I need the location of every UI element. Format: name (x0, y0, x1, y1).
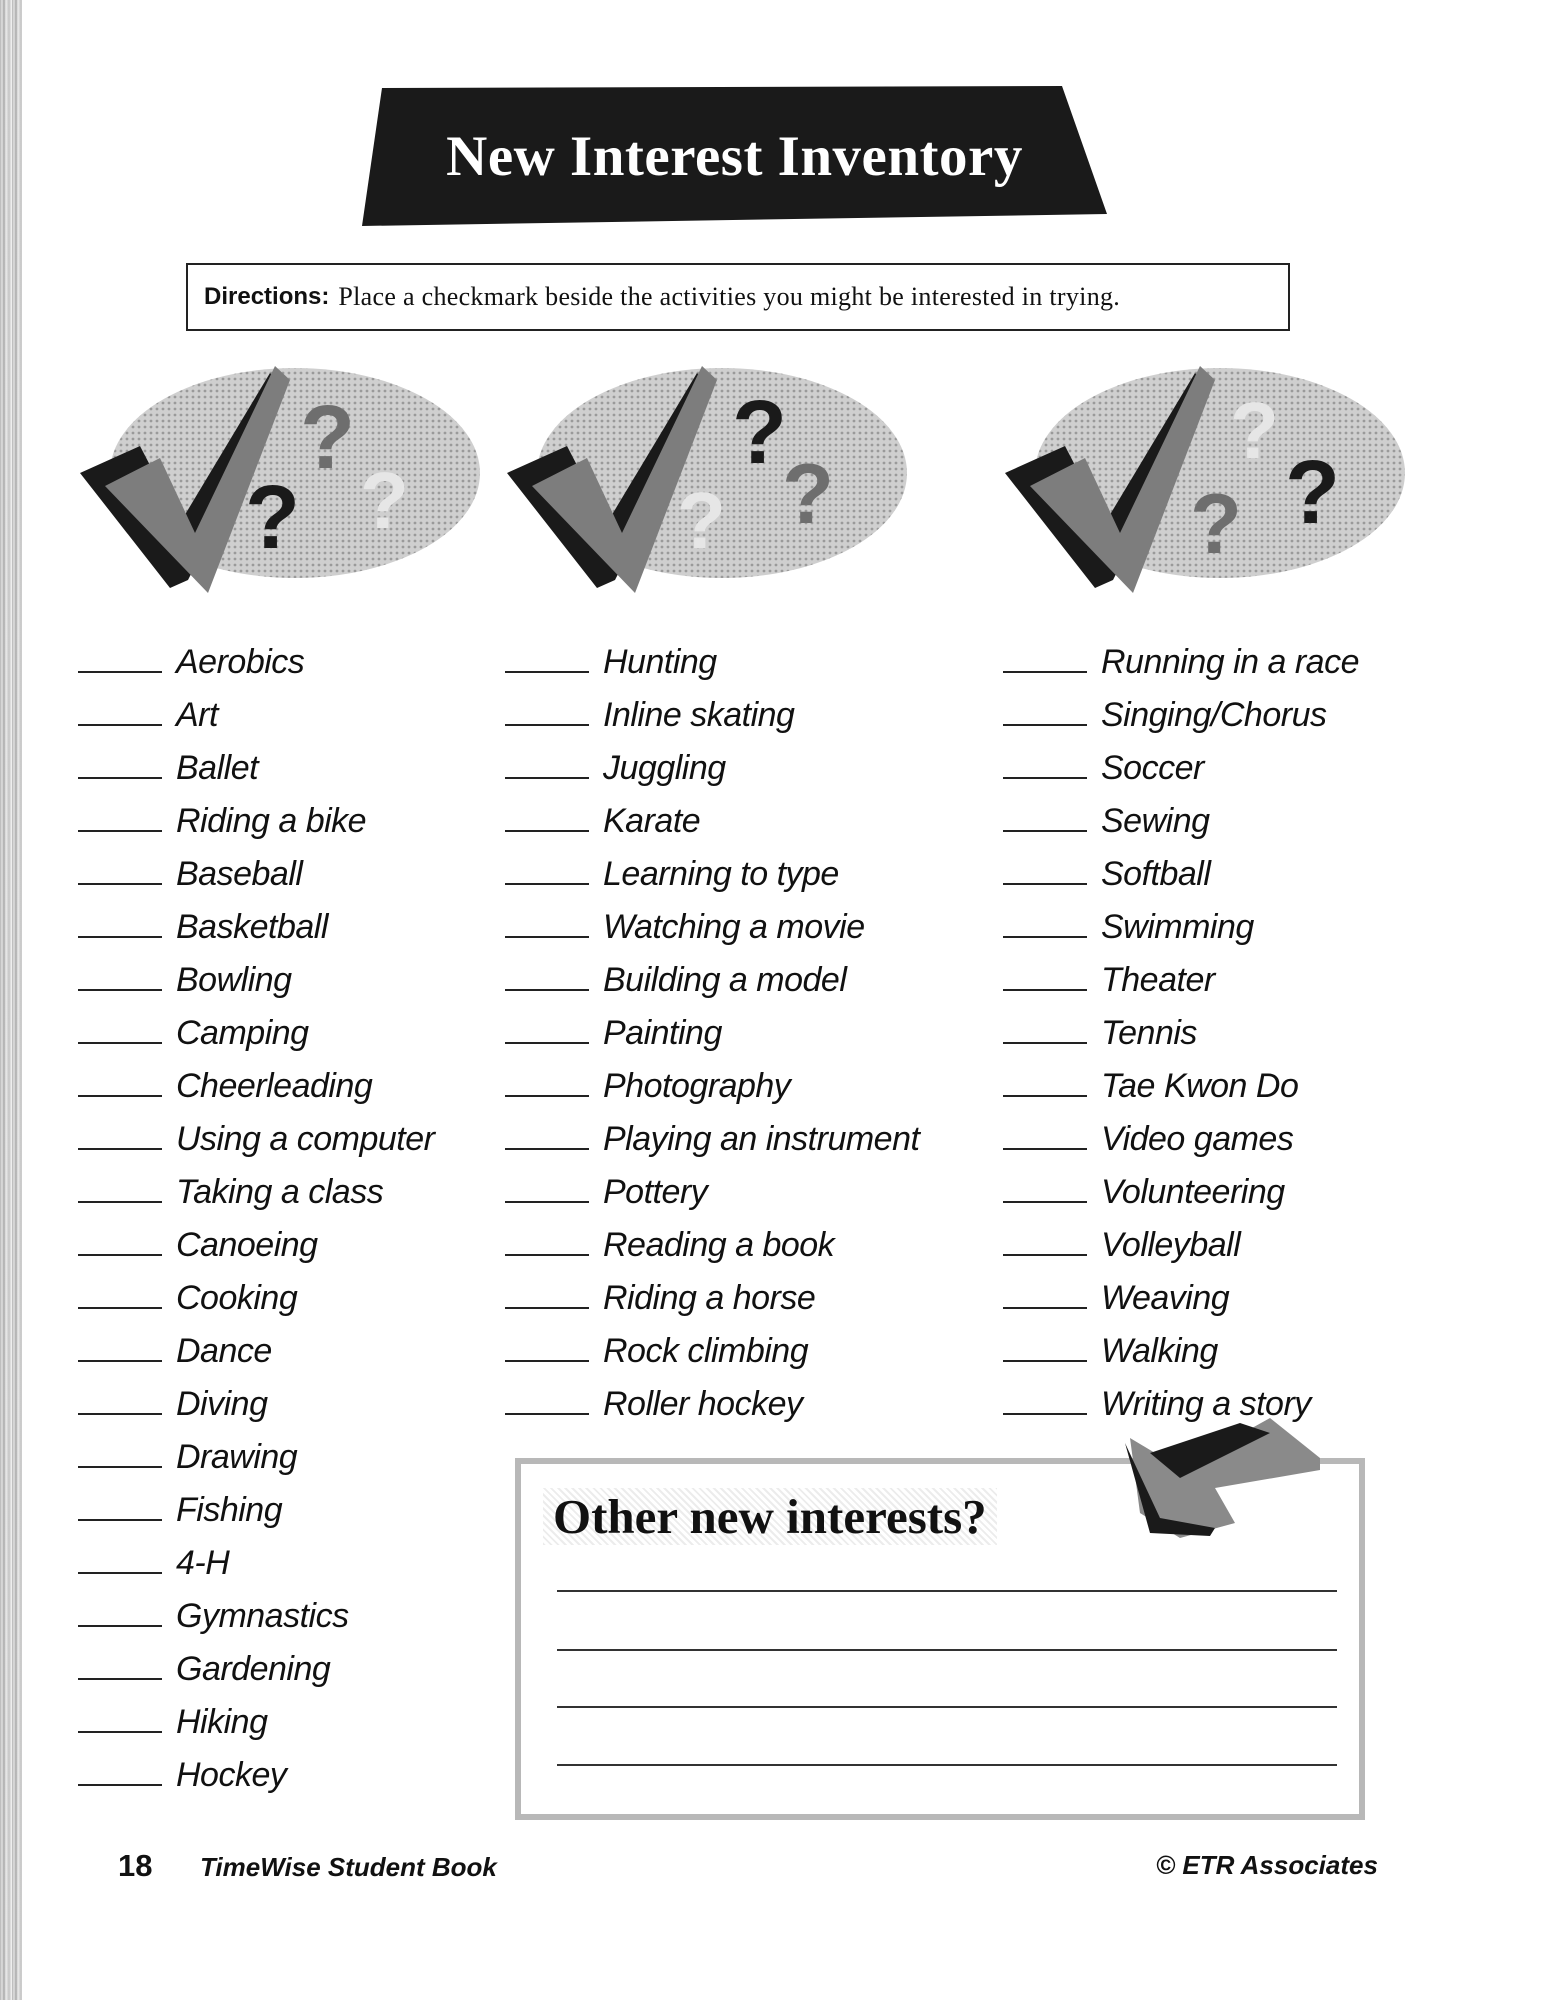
activity-label: Baseball (176, 855, 303, 893)
checkmark-blank[interactable] (505, 883, 589, 885)
activity-label: Canoeing (176, 1226, 318, 1264)
checkmark-blank[interactable] (78, 1678, 162, 1680)
checkmark-blank[interactable] (78, 883, 162, 885)
checkmark-blank[interactable] (78, 1731, 162, 1733)
svg-text:?: ? (1285, 443, 1340, 543)
checkmark-question-icon (995, 358, 1415, 608)
activity-label: Writing a story (1101, 1385, 1311, 1423)
checkmark-blank[interactable] (1003, 1095, 1087, 1097)
activity-item (78, 1637, 518, 1690)
checkmark-blank[interactable] (1003, 883, 1087, 885)
activity-label: Art (176, 696, 218, 734)
activity-column-3 (1003, 630, 1443, 1425)
activity-item (1003, 895, 1443, 948)
checkmark-blank[interactable] (78, 777, 162, 779)
activity-item (78, 1266, 518, 1319)
activity-label: Riding a horse (603, 1279, 816, 1317)
checkmark-blank[interactable] (78, 1784, 162, 1786)
activity-item (1003, 683, 1443, 736)
activity-label: Photography (603, 1067, 791, 1105)
activity-label: Swimming (1101, 908, 1254, 946)
activity-label: Playing an instrument (603, 1120, 920, 1158)
activity-label: Roller hockey (603, 1385, 803, 1423)
activity-item (78, 630, 518, 683)
activity-label: Gardening (176, 1650, 331, 1688)
activity-label: Riding a bike (176, 802, 367, 840)
activity-label: Learning to type (603, 855, 839, 893)
activity-label: Painting (603, 1014, 722, 1052)
activity-label: Cooking (176, 1279, 298, 1317)
checkmark-blank[interactable] (78, 1254, 162, 1256)
write-in-line[interactable] (557, 1649, 1337, 1651)
activity-item (1003, 630, 1443, 683)
svg-text:?: ? (677, 476, 726, 565)
activity-item (1003, 948, 1443, 1001)
activity-column-2 (505, 630, 945, 1425)
checkmark-blank[interactable] (505, 936, 589, 938)
activity-item (78, 683, 518, 736)
page-number: 18 (118, 1848, 153, 1883)
checkmark-blank[interactable] (505, 1095, 589, 1097)
activity-label: Drawing (176, 1438, 298, 1476)
activity-label: Watching a movie (603, 908, 865, 946)
activity-label: Dance (176, 1332, 272, 1370)
activity-item (78, 1425, 518, 1478)
activity-item (1003, 1054, 1443, 1107)
activity-item (1003, 789, 1443, 842)
activity-label: Tae Kwon Do (1101, 1067, 1299, 1105)
activity-item (505, 1107, 945, 1160)
book-title: TimeWise Student Book (200, 1852, 497, 1882)
activity-label: Soccer (1101, 749, 1204, 787)
activity-item (1003, 1266, 1443, 1319)
activity-label: Inline skating (603, 696, 795, 734)
activity-label: Hunting (603, 643, 717, 681)
activity-label: Theater (1101, 961, 1215, 999)
activity-label: Building a model (603, 961, 847, 999)
activity-label: Tennis (1101, 1014, 1197, 1052)
activity-label: Sewing (1101, 802, 1210, 840)
checkmark-blank[interactable] (1003, 830, 1087, 832)
directions-label: Directions: (204, 283, 330, 310)
checkmark-blank[interactable] (78, 1360, 162, 1362)
activity-item (1003, 842, 1443, 895)
activity-item (505, 736, 945, 789)
checkmark-blank[interactable] (1003, 936, 1087, 938)
activity-label: Volleyball (1101, 1226, 1241, 1264)
activity-item (505, 1319, 945, 1372)
directions-text: Place a checkmark beside the activities you might be interested in trying. (338, 282, 1121, 311)
activity-label: Softball (1101, 855, 1211, 893)
svg-text:?: ? (732, 383, 787, 483)
activity-label: Rock climbing (603, 1332, 809, 1370)
activity-item (505, 789, 945, 842)
activity-item (1003, 1160, 1443, 1213)
activity-item (78, 789, 518, 842)
checkmark-blank[interactable] (78, 671, 162, 673)
other-interests-title: Other new interests? (543, 1488, 997, 1545)
activity-item (505, 1213, 945, 1266)
activity-label: Cheerleading (176, 1067, 373, 1105)
title-banner (362, 86, 1107, 226)
checkmark-blank[interactable] (505, 1042, 589, 1044)
activity-item (78, 1743, 518, 1796)
write-in-line[interactable] (557, 1706, 1337, 1708)
activity-label: Camping (176, 1014, 309, 1052)
checkmark-blank[interactable] (505, 1201, 589, 1203)
checkmark-blank[interactable] (505, 1307, 589, 1309)
checkmark-blank[interactable] (505, 1148, 589, 1150)
activity-label: Using a computer (176, 1120, 435, 1158)
activity-label: Hockey (176, 1756, 287, 1794)
activity-label: Ballet (176, 749, 259, 787)
activity-label: Basketball (176, 908, 328, 946)
binding-edge (0, 0, 22, 2000)
activity-label: Taking a class (176, 1173, 384, 1211)
activity-item (505, 948, 945, 1001)
activity-label: 4-H (176, 1544, 230, 1582)
checkmark-blank[interactable] (505, 989, 589, 991)
checkmark-blank[interactable] (78, 1466, 162, 1468)
activity-item (78, 1160, 518, 1213)
checkmark-blank[interactable] (78, 1625, 162, 1627)
page-title: New Interest Inventory (446, 125, 1023, 188)
activity-item (78, 895, 518, 948)
checkmark-blank[interactable] (505, 1413, 589, 1415)
activity-item (505, 895, 945, 948)
activity-column-1 (78, 630, 518, 1796)
checkmark-blank[interactable] (78, 1413, 162, 1415)
checkmark-blank[interactable] (1003, 1254, 1087, 1256)
checkmark-blank[interactable] (78, 989, 162, 991)
svg-text:?: ? (360, 456, 409, 545)
activity-label: Pottery (603, 1173, 708, 1211)
activity-item (78, 1690, 518, 1743)
activity-item (1003, 1319, 1443, 1372)
activity-item (1003, 1001, 1443, 1054)
page-footer (0, 1848, 1545, 1888)
checkmark-blank[interactable] (1003, 1148, 1087, 1150)
activity-item (78, 736, 518, 789)
svg-text:?: ? (300, 388, 355, 488)
activity-label: Bowling (176, 961, 292, 999)
activity-item (505, 1054, 945, 1107)
checkmark-blank[interactable] (1003, 989, 1087, 991)
checkmark-question-icon (497, 358, 917, 608)
activity-label: Walking (1101, 1332, 1218, 1370)
activity-item (505, 683, 945, 736)
checkmark-blank[interactable] (78, 830, 162, 832)
activity-label: Reading a book (603, 1226, 835, 1264)
svg-text:?: ? (1230, 386, 1279, 475)
activity-label: Video games (1101, 1120, 1294, 1158)
activity-label: Fishing (176, 1491, 283, 1529)
activity-item (505, 630, 945, 683)
checkmark-blank[interactable] (78, 936, 162, 938)
activity-item (505, 842, 945, 895)
activity-item (78, 1478, 518, 1531)
checkmark-blank[interactable] (78, 1307, 162, 1309)
activity-item (78, 1054, 518, 1107)
activity-item (78, 1107, 518, 1160)
activity-item (78, 1001, 518, 1054)
checkmark-blank[interactable] (505, 724, 589, 726)
checkmark-blank[interactable] (505, 830, 589, 832)
checkmark-blank[interactable] (1003, 1307, 1087, 1309)
checkmark-question-icon (70, 358, 490, 608)
checkmark-blank[interactable] (505, 671, 589, 673)
activity-label: Hiking (176, 1703, 268, 1741)
activity-item (78, 1584, 518, 1637)
svg-text:?: ? (782, 447, 834, 542)
activity-label: Volunteering (1101, 1173, 1285, 1211)
checkmark-blank[interactable] (505, 777, 589, 779)
activity-item (1003, 1107, 1443, 1160)
activity-label: Diving (176, 1385, 268, 1423)
activity-item (505, 1372, 945, 1425)
activity-item (78, 1372, 518, 1425)
activity-item (78, 1213, 518, 1266)
svg-text:?: ? (1190, 477, 1242, 572)
activity-label: Juggling (603, 749, 726, 787)
checkmark-blank[interactable] (505, 1254, 589, 1256)
activity-item (505, 1266, 945, 1319)
activity-label: Running in a race (1101, 643, 1360, 681)
checkmark-blank[interactable] (505, 1360, 589, 1362)
checkmark-blank[interactable] (1003, 1201, 1087, 1203)
activity-label: Aerobics (176, 643, 305, 681)
checkmark-blank[interactable] (78, 1042, 162, 1044)
checkmark-blank[interactable] (78, 1519, 162, 1521)
activity-item (78, 1319, 518, 1372)
checkmark-blank[interactable] (78, 1201, 162, 1203)
checkmark-blank[interactable] (1003, 1360, 1087, 1362)
arrow-icon (1120, 1418, 1335, 1548)
activity-item (1003, 1213, 1443, 1266)
activity-item (78, 1531, 518, 1584)
checkmark-blank[interactable] (1003, 671, 1087, 673)
activity-item (505, 1160, 945, 1213)
checkmark-blank[interactable] (78, 1572, 162, 1574)
activity-label: Karate (603, 802, 701, 840)
checkmark-blank[interactable] (78, 1148, 162, 1150)
directions-box (186, 263, 1290, 331)
checkmark-blank[interactable] (1003, 1413, 1087, 1415)
checkmark-blank[interactable] (1003, 777, 1087, 779)
checkmark-blank[interactable] (78, 724, 162, 726)
checkmark-blank[interactable] (1003, 724, 1087, 726)
activity-item (78, 842, 518, 895)
svg-text:?: ? (245, 468, 300, 568)
checkmark-blank[interactable] (78, 1095, 162, 1097)
copyright-notice: © ETR Associates (1156, 1850, 1378, 1880)
checkmark-blank[interactable] (1003, 1042, 1087, 1044)
activity-label: Weaving (1101, 1279, 1230, 1317)
activity-item (505, 1001, 945, 1054)
activity-item (78, 948, 518, 1001)
write-in-line[interactable] (557, 1590, 1337, 1592)
activity-label: Gymnastics (176, 1597, 349, 1635)
activity-item (1003, 736, 1443, 789)
activity-label: Singing/Chorus (1101, 696, 1327, 734)
write-in-line[interactable] (557, 1764, 1337, 1766)
